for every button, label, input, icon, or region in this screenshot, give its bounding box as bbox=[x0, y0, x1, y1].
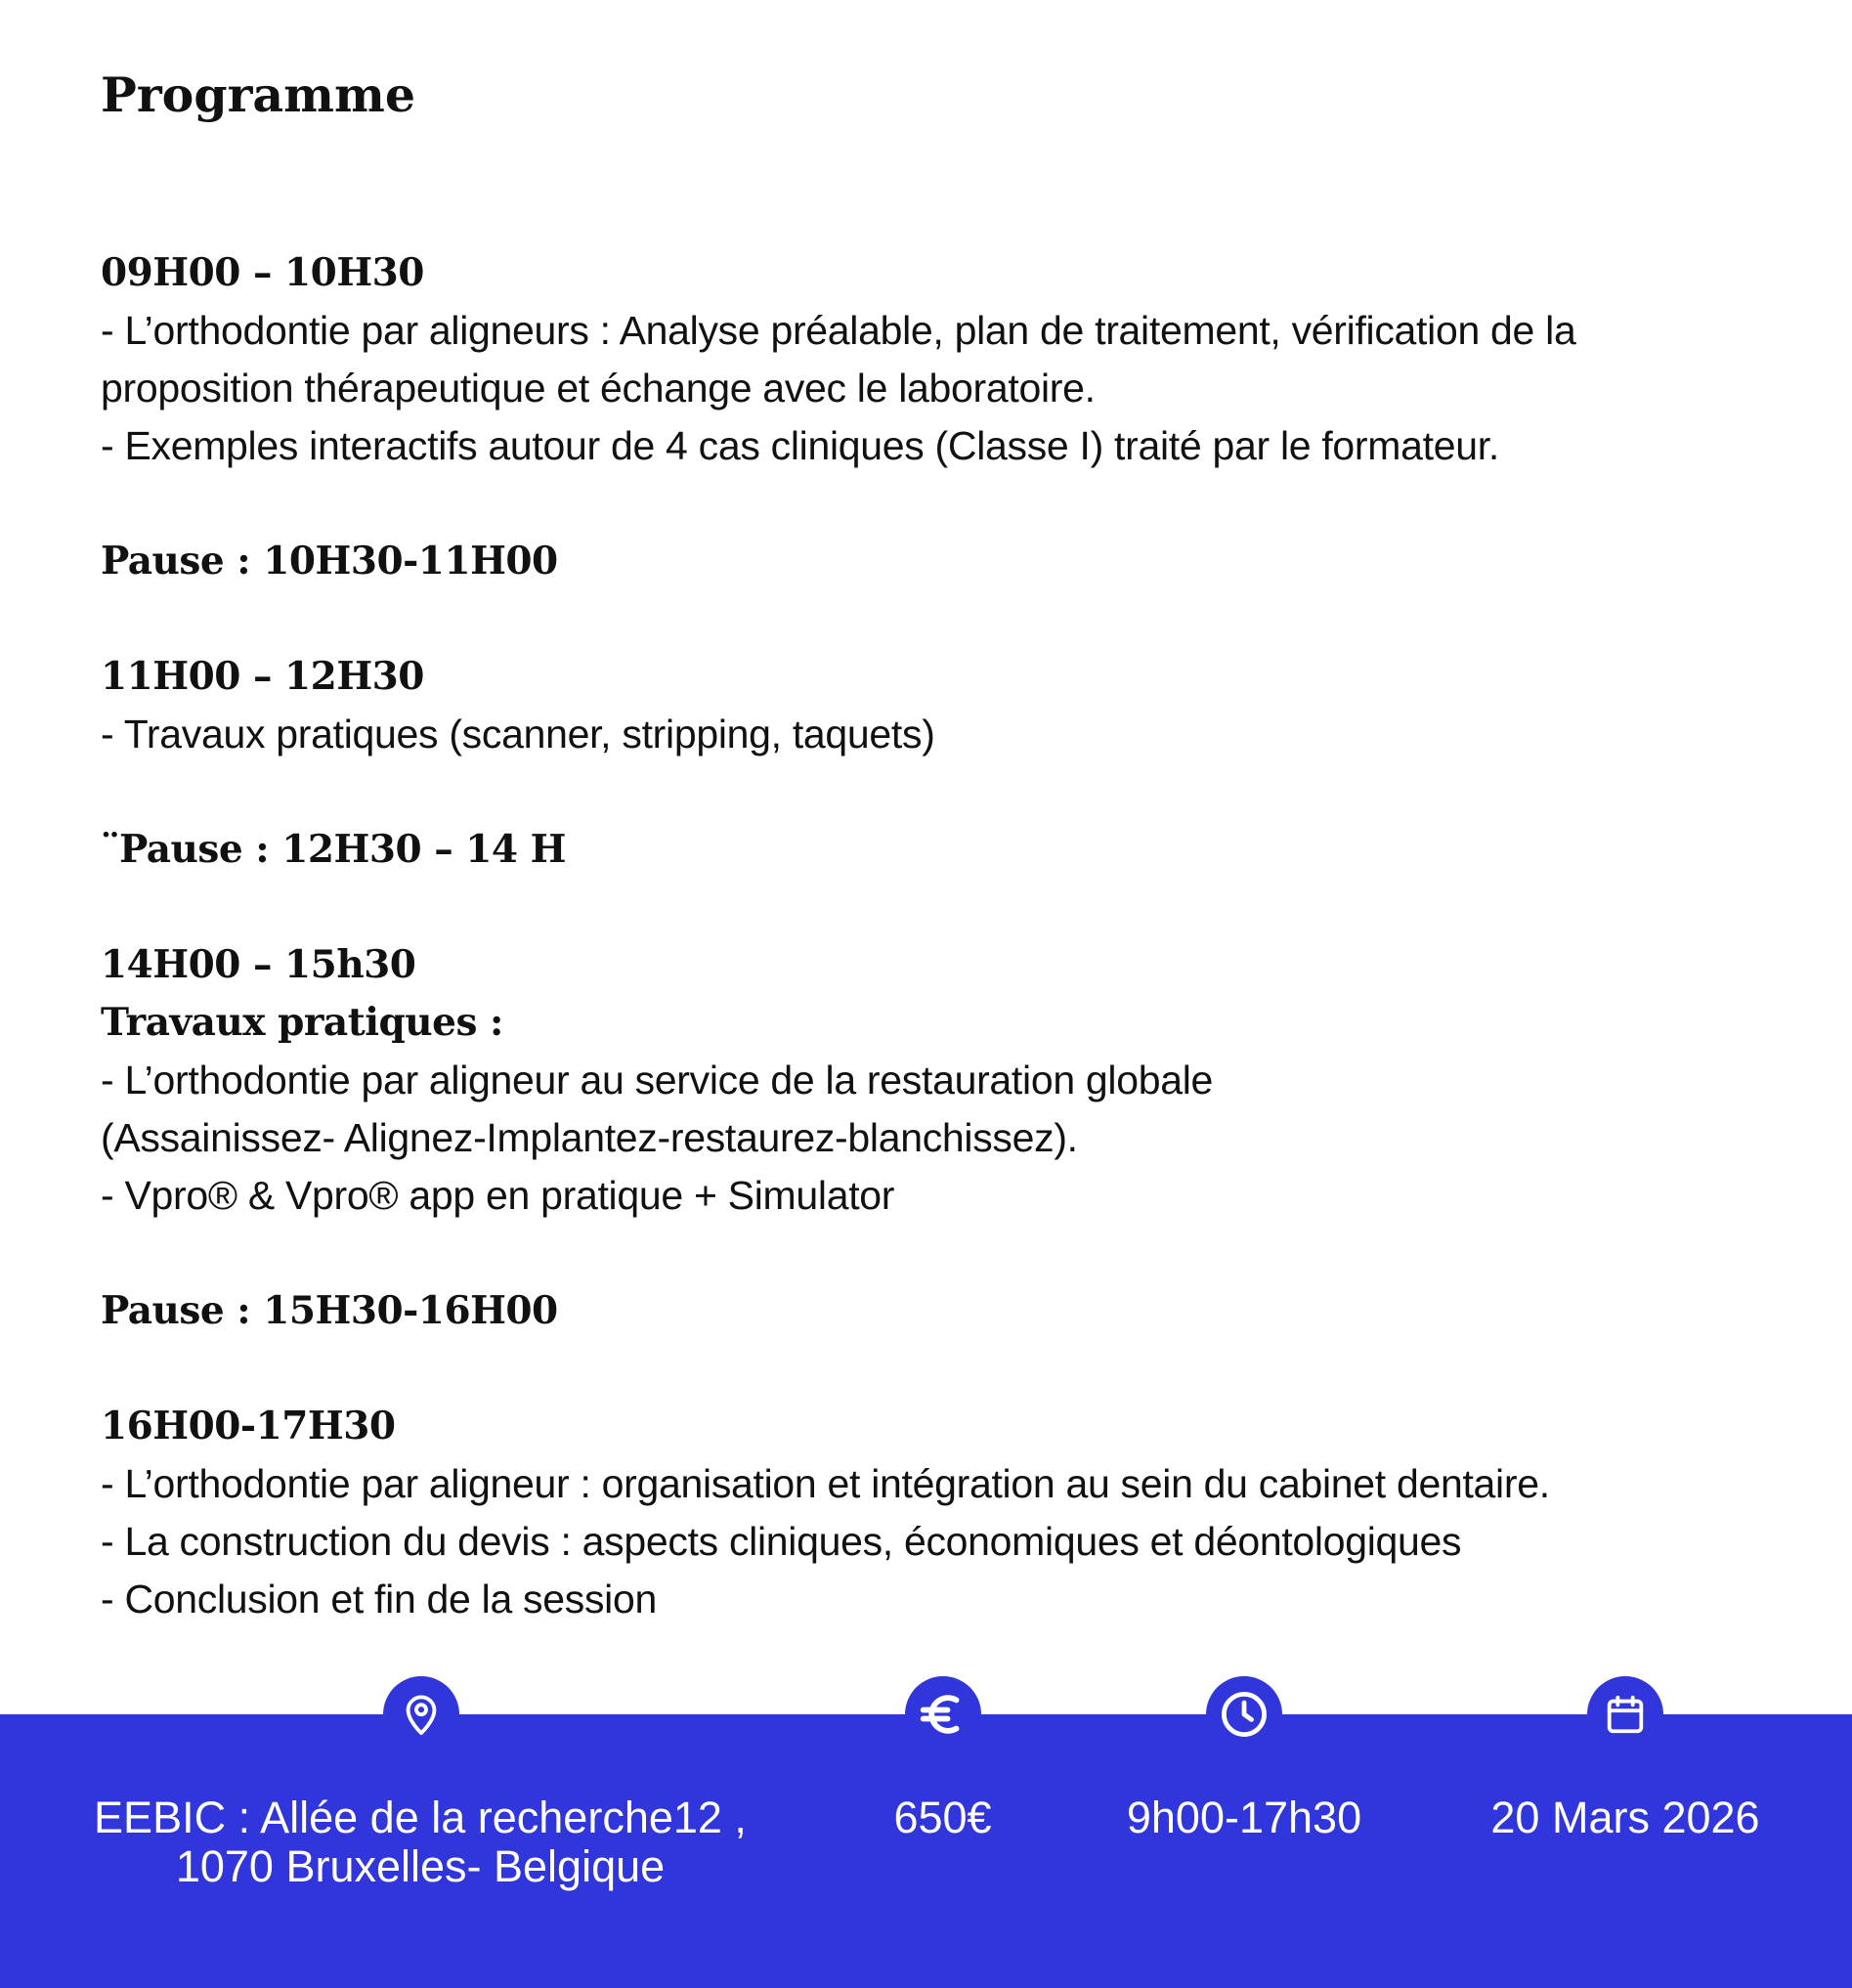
block-line: - L’orthodontie par aligneur : organisation et intégration au sein du cabinet dentaire. bbox=[101, 1461, 1550, 1506]
block-line: - Travaux pratiques (scanner, stripping, taquets) bbox=[101, 712, 935, 756]
schedule-block bbox=[101, 1282, 1762, 1340]
schedule-block bbox=[101, 244, 1762, 475]
location-line-1: EEBIC : Allée de la recherche12 , bbox=[94, 1793, 747, 1842]
block-heading: Pause : 15H30-16H00 bbox=[101, 1288, 558, 1333]
block-heading: ¨Pause : 12H30 – 14 H bbox=[101, 827, 566, 872]
block-heading: Pause : 10H30-11H00 bbox=[101, 539, 558, 583]
block-line: (Assainissez- Alignez-Implantez-restaurez-blanchissez). bbox=[101, 1115, 1078, 1160]
schedule-block bbox=[101, 821, 1762, 879]
time-text: 9h00-17h30 bbox=[1126, 1793, 1362, 1842]
block-heading: Travaux pratiques : bbox=[101, 1000, 503, 1045]
program-content bbox=[101, 61, 1762, 1686]
block-line: - Exemples interactifs autour de 4 cas cliniques (Classe I) traité par le formateur. bbox=[101, 423, 1499, 468]
page-title: Programme bbox=[101, 66, 416, 123]
location-line-2: 1070 Bruxelles- Belgique bbox=[175, 1841, 666, 1891]
schedule-block bbox=[101, 533, 1762, 590]
date-text: 20 Mars 2026 bbox=[1490, 1793, 1760, 1842]
block-heading: 09H00 – 10H30 bbox=[101, 250, 424, 295]
block-line: - L’orthodontie par aligneurs : Analyse préalable, plan de traitement, vérification de la bbox=[101, 308, 1576, 353]
price-text: 650€ bbox=[893, 1793, 992, 1842]
calendar-icon bbox=[1587, 1676, 1663, 1752]
euro-icon bbox=[905, 1676, 981, 1752]
block-line: - L’orthodontie par aligneur au service de la restauration globale bbox=[101, 1058, 1214, 1102]
block-heading: 14H00 – 15h30 bbox=[101, 942, 416, 987]
block-heading: 16H00-17H30 bbox=[101, 1404, 396, 1448]
block-line: - Conclusion et fin de la session bbox=[101, 1577, 657, 1621]
block-line: - La construction du devis : aspects cliniques, économiques et déontologiques bbox=[101, 1519, 1462, 1564]
schedule-block bbox=[101, 648, 1762, 763]
schedule-block bbox=[101, 1398, 1762, 1628]
schedule-block bbox=[101, 936, 1762, 1225]
schedule-list bbox=[101, 244, 1762, 1628]
map-pin-icon bbox=[383, 1676, 459, 1752]
location-text bbox=[68, 1794, 772, 1891]
clock-icon bbox=[1206, 1676, 1282, 1752]
block-line: proposition thérapeutique et échange avec le laboratoire. bbox=[101, 366, 1096, 411]
block-line: - Vpro® & Vpro® app en pratique + Simulator bbox=[101, 1173, 895, 1218]
block-heading: 11H00 – 12H30 bbox=[101, 654, 424, 699]
